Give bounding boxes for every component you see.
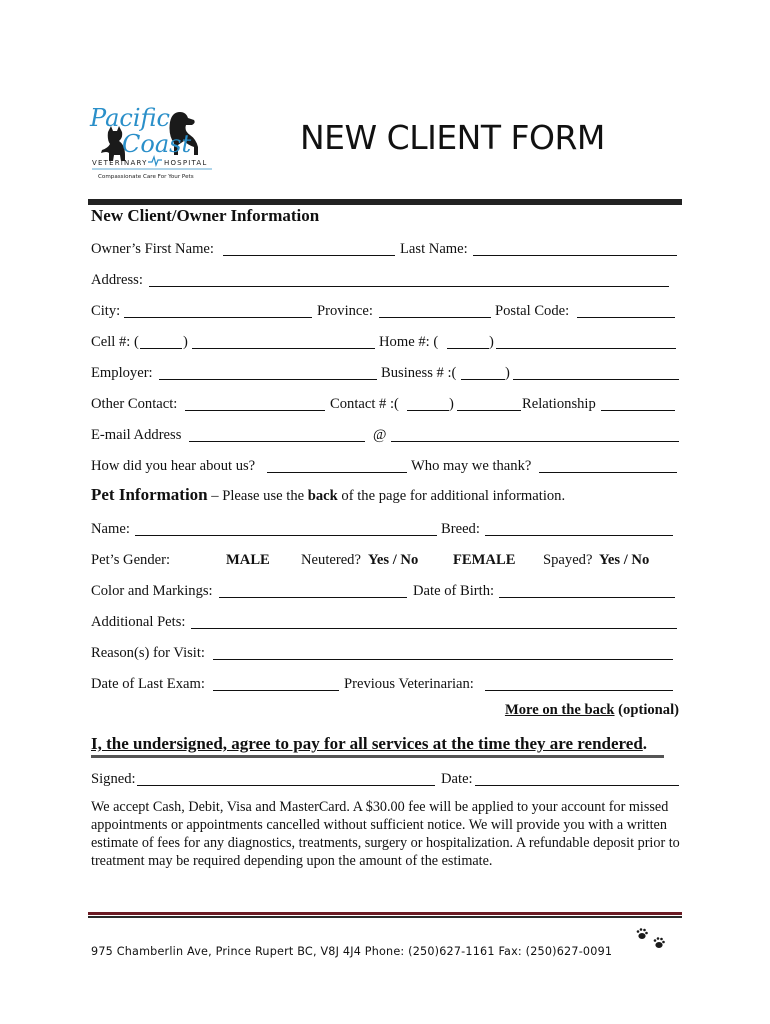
other-contact-label: Other Contact:	[91, 396, 178, 412]
owner-section-heading: New Client/Owner Information	[91, 206, 320, 225]
province-field[interactable]	[379, 317, 491, 318]
pet-note-bold: back	[307, 488, 338, 504]
color-dob-row	[91, 580, 681, 602]
date-field[interactable]	[475, 785, 679, 786]
signature-field[interactable]	[137, 785, 435, 786]
first-name-label: Owner’s First Name:	[91, 241, 214, 257]
business-number-field[interactable]	[513, 379, 679, 380]
last-name-label: Last Name:	[400, 241, 468, 257]
dob-label: Date of Birth:	[413, 583, 495, 599]
neutered-label: Neutered?	[301, 552, 361, 568]
home-number-field[interactable]	[496, 348, 676, 349]
logo-graphic	[88, 92, 218, 182]
additional-pets-label: Additional Pets:	[91, 614, 186, 630]
logo-subtitle-left: VETERINARY	[92, 159, 148, 167]
footer-rule-top	[88, 912, 682, 915]
logo-heartbeat-line	[148, 157, 162, 165]
employer-label: Employer:	[91, 365, 153, 381]
contact-area-code-field[interactable]	[407, 410, 449, 411]
color-markings-field[interactable]	[219, 597, 407, 598]
city-field[interactable]	[124, 317, 312, 318]
email-user-field[interactable]	[189, 441, 365, 442]
signed-label: Signed:	[91, 771, 136, 787]
first-name-field[interactable]	[223, 255, 395, 256]
pet-name-row	[91, 518, 681, 540]
logo-name-line1: Pacific	[90, 104, 170, 132]
email-row	[91, 424, 681, 446]
payment-policy-text: We accept Cash, Debit, Visa and MasterCard. A $30.00 fee will be applied to your account for missed appointments or appointments cancelled without sufficient notice. We will provide you with a written estimate of fees for any diagnostics, treatments, surgery or hospitalization. A refundable deposit prior to treatment may be required depending upon the amount of the estimate.	[91, 799, 680, 869]
footer-address: 975 Chamberlin Ave, Prince Rupert BC, V8J 4J4 Phone: (250)627-1161 Fax: (250)627-0091	[91, 945, 613, 958]
postal-code-field[interactable]	[577, 317, 675, 318]
agreement-rule	[91, 755, 664, 758]
pet-section-heading: Pet Information	[91, 485, 208, 504]
last-exam-label: Date of Last Exam:	[91, 676, 205, 692]
agreement-statement: I, the undersigned, agree to pay for all services at the time they are rendered	[91, 734, 643, 753]
email-at-sign: @	[373, 427, 387, 443]
male-option[interactable]: MALE	[226, 552, 270, 568]
other-contact-field[interactable]	[185, 410, 325, 411]
previous-vet-field[interactable]	[485, 690, 673, 691]
home-paren-close: )	[489, 334, 494, 350]
spayed-yes-no-option[interactable]: Yes / No	[599, 552, 650, 568]
cell-paren-close: )	[183, 334, 188, 350]
pet-note-suffix: of the page for additional information.	[337, 488, 566, 504]
neutered-yes-no-option[interactable]: Yes / No	[368, 552, 419, 568]
reason-field[interactable]	[213, 659, 673, 660]
other-contact-row	[91, 393, 681, 415]
pet-note-prefix: – Please use the	[211, 488, 308, 504]
referral-row	[91, 455, 681, 477]
address-row	[91, 269, 681, 291]
logo-name-line2: Coast	[122, 130, 192, 158]
who-to-thank-field[interactable]	[539, 472, 677, 473]
pet-gender-row	[91, 549, 681, 571]
signature-row	[91, 768, 681, 790]
color-markings-label: Color and Markings:	[91, 583, 213, 599]
last-exam-row	[91, 673, 681, 695]
province-label: Province:	[317, 303, 373, 319]
previous-vet-label: Previous Veterinarian:	[344, 676, 474, 692]
reason-row	[91, 642, 681, 664]
breed-field[interactable]	[485, 535, 673, 536]
city-row	[91, 300, 681, 322]
breed-label: Breed:	[441, 521, 480, 537]
pet-name-label: Name:	[91, 521, 130, 537]
agreement-statement-row	[91, 734, 647, 754]
contact-number-label: Contact # :(	[330, 396, 399, 412]
cell-number-field[interactable]	[192, 348, 375, 349]
last-exam-field[interactable]	[213, 690, 339, 691]
city-label: City:	[91, 303, 121, 319]
employer-field[interactable]	[159, 379, 377, 380]
clinic-logo	[88, 92, 218, 182]
date-label: Date:	[441, 771, 473, 787]
agreement-period: .	[642, 734, 648, 753]
employer-row	[91, 362, 681, 384]
who-to-thank-label: Who may we thank?	[411, 458, 532, 474]
pet-section-heading-row	[91, 485, 565, 505]
gender-label: Pet’s Gender:	[91, 552, 171, 568]
paw-prints-icon	[634, 926, 670, 952]
postal-code-label: Postal Code:	[495, 303, 570, 319]
additional-pets-row	[91, 611, 681, 633]
address-field[interactable]	[149, 286, 669, 287]
address-label: Address:	[91, 272, 143, 288]
contact-paren-close: )	[449, 396, 454, 412]
form-title: NEW CLIENT FORM	[300, 118, 605, 157]
more-on-back-link[interactable]: More on the back	[504, 702, 615, 718]
last-name-field[interactable]	[473, 255, 677, 256]
email-domain-field[interactable]	[391, 441, 679, 442]
pet-name-field[interactable]	[135, 535, 437, 536]
business-paren-close: )	[505, 365, 510, 381]
cell-area-code-field[interactable]	[140, 348, 182, 349]
home-label: Home #: (	[379, 334, 439, 350]
relationship-field[interactable]	[601, 410, 675, 411]
phone-row	[91, 331, 681, 353]
more-on-back-note	[505, 702, 679, 719]
female-option[interactable]: FEMALE	[453, 552, 516, 568]
dob-field[interactable]	[499, 597, 675, 598]
optional-label: (optional)	[614, 702, 679, 718]
relationship-label: Relationship	[522, 396, 596, 412]
footer-rule-bottom	[88, 916, 682, 918]
heard-about-us-label: How did you hear about us?	[91, 458, 256, 474]
contact-number-field[interactable]	[457, 410, 521, 411]
header-rule	[88, 199, 682, 205]
heard-about-us-field[interactable]	[267, 472, 407, 473]
reason-label: Reason(s) for Visit:	[91, 645, 205, 661]
cell-label: Cell #: (	[91, 334, 139, 350]
additional-pets-field[interactable]	[191, 628, 677, 629]
business-label: Business # :(	[381, 365, 457, 381]
spayed-label: Spayed?	[543, 552, 593, 568]
business-area-code-field[interactable]	[461, 379, 505, 380]
logo-tagline: Compassionate Care For Your Pets	[98, 174, 194, 180]
email-label: E-mail Address	[91, 427, 182, 443]
owner-name-row	[91, 238, 681, 260]
logo-subtitle-right: HOSPITAL	[164, 159, 208, 167]
home-area-code-field[interactable]	[447, 348, 489, 349]
